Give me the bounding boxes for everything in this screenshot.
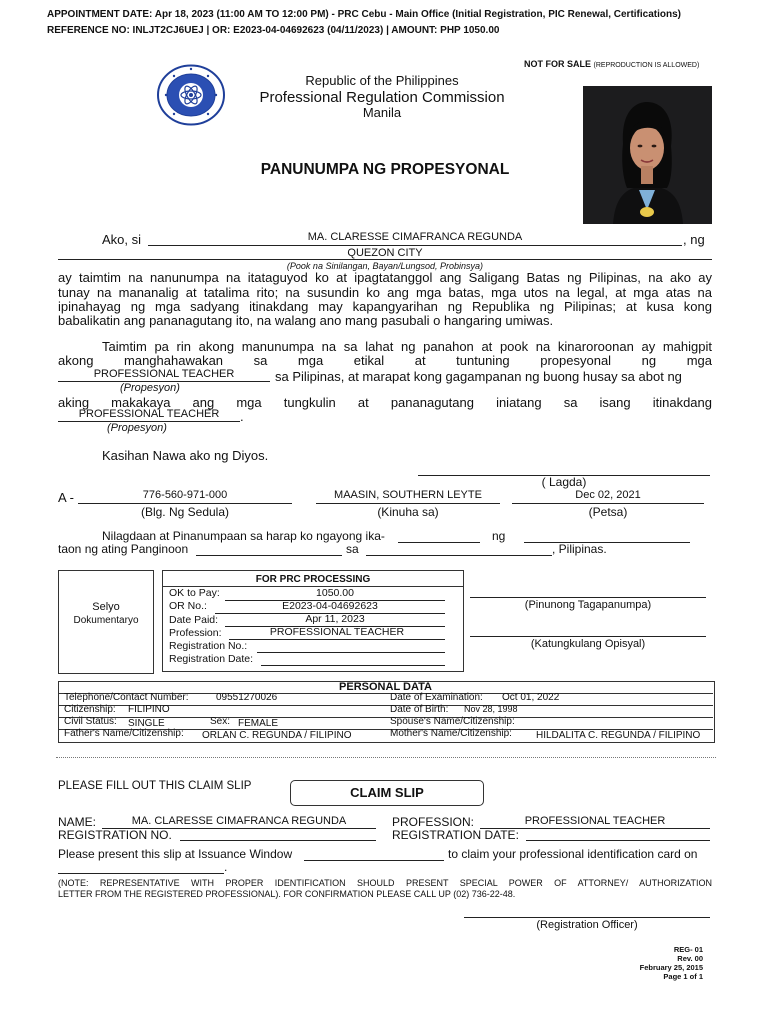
cedula-number-line: [78, 503, 292, 504]
portrait-image: [583, 86, 712, 224]
registration-officer-line: [464, 917, 710, 918]
officer2-line: [470, 636, 706, 637]
oath-p1-line1: ay taimtim na nanunumpa na itataguyod ko at ipagtatanggol ang Saligang Batas ng Pilipinas, na ako ay: [58, 270, 712, 285]
oath-p2-line4: aking makakaya ang mga tungkulin at pananagutang iniatang sa isang itinakdang: [58, 395, 712, 410]
cedula-prefix: A -: [58, 490, 74, 505]
claim-profession-value: PROFESSIONAL TEACHER: [524, 815, 666, 827]
sworn-day-line: [398, 542, 480, 543]
sex-value: FEMALE: [238, 718, 279, 729]
profession-line: [229, 639, 445, 640]
claim-present-text-1: Please present this slip at Issuance Window: [58, 847, 293, 861]
agency-name: Professional Regulation Commission: [259, 89, 505, 106]
claim-present-text-2: to claim your professional identification card on: [448, 847, 698, 861]
oath-p1-line3: ipinahayag ng mga sadyang itinakdang may kapangyarihan ng Republika ng Pilipinas; at kusa kong: [58, 299, 712, 314]
mother-value: HILDALITA C. REGUNDA / FILIPINO: [536, 730, 701, 741]
citizenship-value: FILIPINO: [128, 704, 170, 715]
document-title: PANUNUMPA NG PROPESYONAL: [260, 161, 510, 178]
cedula-date-caption: (Petsa): [588, 505, 628, 519]
sworn-text-1: Nilagdaan at Pinanumpaan sa harap ko ngayong ika-: [102, 529, 385, 543]
exam-label: Date of Examination:: [390, 692, 483, 703]
prc-seal-icon: [156, 64, 226, 126]
citizenship-label: Citizenship:: [64, 704, 116, 715]
documentary-stamp-box: [58, 570, 154, 674]
sworn-year-line: [196, 555, 342, 556]
cedula-place-caption: (Kinuha sa): [377, 505, 439, 519]
sworn-month-line: [524, 542, 690, 543]
id-photo: [583, 86, 712, 224]
cedula-place-value: MAASIN, SOUTHERN LEYTE: [334, 489, 482, 501]
appointment-line: APPOINTMENT DATE: Apr 18, 2023 (11:00 AM TO 12:00 PM) - PRC Cebu - Main Office (Initial Registration, PIC Renewal, Certifications): [47, 9, 682, 20]
sworn-country: , Pilipinas.: [552, 542, 607, 556]
signature-caption: ( Lagda): [541, 475, 587, 489]
dob-label: Date of Birth:: [390, 704, 449, 715]
ng-label: , ng: [683, 232, 705, 247]
claim-name-value: MA. CLARESSE CIMAFRANCA REGUNDA: [131, 815, 347, 827]
profession-value: PROFESSIONAL TEACHER: [269, 626, 405, 638]
mother-label: Mother's Name/Citizenship:: [390, 728, 512, 739]
oath-name-value: MA. CLARESSE CIMAFRANCA REGUNDA: [307, 231, 523, 243]
claim-regdate-label: REGISTRATION DATE:: [392, 828, 519, 842]
blessing-text: Kasihan Nawa ako ng Diyos.: [102, 448, 269, 463]
claim-regno-line: [180, 840, 376, 841]
sworn-text-2: taon ng ating Panginoon: [58, 542, 189, 556]
exam-value: Oct 01, 2022: [502, 692, 560, 703]
claim-present-end: .: [224, 860, 228, 874]
processing-title: FOR PRC PROCESSING: [255, 574, 371, 585]
or-no-label: OR No.:: [169, 600, 207, 612]
cut-line-divider: [56, 757, 716, 758]
ako-si-label: Ako, si: [102, 232, 142, 247]
pd-row-4: [58, 729, 713, 741]
stamp-label-2: Dokumentaryo: [73, 615, 139, 626]
sworn-place-line: [366, 555, 552, 556]
claim-regno-label: REGISTRATION NO.: [58, 828, 172, 842]
prc-processing-box: [162, 570, 464, 672]
father-value: ORLAN C. REGUNDA / FILIPINO: [202, 730, 352, 741]
form-date: February 25, 2015: [639, 963, 703, 972]
date-paid-label: Date Paid:: [169, 614, 219, 626]
claim-window-line: [304, 860, 444, 861]
civil-status-label: Civil Status:: [64, 716, 117, 727]
registration-officer-caption: (Registration Officer): [536, 919, 638, 931]
officer2-caption: (Katungkulang Opisyal): [530, 638, 646, 650]
republic-heading: Republic of the Philippines: [305, 73, 459, 88]
registration-no-line: [257, 652, 445, 653]
registration-date-line: [261, 665, 445, 666]
name-line: [148, 245, 682, 246]
agency-city: Manila: [362, 105, 402, 120]
oath-p2-line2: akong manghahawakan sa mga etikal at tuntuning propesyonal ng mga: [58, 353, 712, 368]
profession1-value: PROFESSIONAL TEACHER: [93, 368, 235, 380]
cedula-number-value: 776-560-971-000: [142, 489, 228, 501]
oath-p1-line2: tunay na mananalig at tatalima rito; na susundin ko ang mga batas, mga utos na legal, at mga atas na: [58, 285, 712, 300]
profession2-value: PROFESSIONAL TEACHER: [78, 408, 220, 420]
claim-note-line2: LETTER FROM THE REGISTERED PROFESSIONAL). FOR CONFIRMATION PLEASE CALL UP (02) 736-22-48.: [58, 889, 516, 899]
officer1-line: [470, 597, 706, 598]
civil-status-value: SINGLE: [128, 718, 165, 729]
cedula-place-line: [316, 503, 500, 504]
claim-date-line: [58, 873, 224, 874]
birthplace-value: QUEZON CITY: [347, 247, 423, 259]
claim-note-line1: (NOTE: REPRESENTATIVE WITH PROPER IDENTIFICATION SHOULD PRESENT SPECIAL POWER OF ATTORNEY/ AUTHORIZATION: [58, 878, 712, 888]
tel-value: 09551270026: [216, 692, 278, 703]
cedula-date-value: Dec 02, 2021: [575, 489, 641, 501]
date-paid-value: Apr 11, 2023: [305, 613, 365, 625]
profession-label: Profession:: [169, 627, 222, 639]
sex-label: Sex:: [210, 716, 231, 727]
birthplace-caption: (Pook na Sinilangan, Bayan/Lungsod, Probinsya): [286, 261, 484, 271]
profession2-caption: (Propesyon): [107, 422, 167, 434]
profession1-caption: (Propesyon): [120, 382, 180, 394]
ok-to-pay-value: 1050.00: [316, 587, 354, 599]
page-number: Page 1 of 1: [663, 972, 703, 981]
registration-date-label: Registration Date:: [169, 653, 254, 665]
not-for-sale-label: NOT FOR SALE: [524, 59, 591, 69]
registration-no-label: Registration No.:: [169, 640, 248, 652]
oath-p2-line3: sa Pilipinas, at marapat kong gagampanan ng buong husay sa abot ng: [275, 369, 682, 384]
father-label: Father's Name/Citizenship:: [64, 728, 184, 739]
sworn-sa-label: sa: [346, 542, 359, 556]
stamp-label-1: Selyo: [92, 601, 120, 613]
officer1-caption: (Pinunong Tagapanumpa): [524, 599, 652, 611]
oath-p1-line4: babalikatin ang pananagutang ito, na walang ano mang pasubali o hangaring umiwas.: [58, 313, 554, 328]
or-no-value: E2023-04-04692623: [282, 600, 378, 612]
claim-slip-title: CLAIM SLIP: [290, 780, 484, 806]
not-for-sale-notice: [524, 59, 699, 69]
cedula-number-caption: (Blg. Ng Sedula): [140, 505, 230, 519]
dob-value: Nov 28, 1998: [464, 704, 518, 714]
oath-period: .: [240, 409, 244, 424]
cedula-date-line: [512, 503, 704, 504]
claim-name-label: NAME:: [58, 815, 97, 829]
reference-line: REFERENCE NO: INLJT2CJ6UEJ | OR: E2023-04-04692623 (04/11/2023) | AMOUNT: PHP 1050.00: [47, 25, 500, 36]
spouse-label: Spouse's Name/Citizenship:: [390, 716, 515, 727]
claim-regdate-line: [526, 840, 710, 841]
oath-p2-line1: Taimtim pa rin akong manunumpa na sa lahat ng panahon at pook na kinaroroonan ay mahigpit: [102, 339, 712, 354]
claim-profession-label: PROFESSION:: [392, 815, 475, 829]
tel-label: Telephone/Contact Number:: [64, 692, 189, 703]
personal-data-title: PERSONAL DATA: [339, 681, 432, 693]
sworn-ng-label: ng: [492, 529, 506, 543]
form-revision: Rev. 00: [677, 954, 703, 963]
claim-instruction: PLEASE FILL OUT THIS CLAIM SLIP: [58, 780, 252, 792]
ok-to-pay-label: OK to Pay:: [169, 587, 220, 599]
birthplace-line: [58, 259, 712, 260]
form-code: REG- 01: [673, 945, 703, 954]
reproduction-label: (REPRODUCTION IS ALLOWED): [593, 62, 700, 69]
